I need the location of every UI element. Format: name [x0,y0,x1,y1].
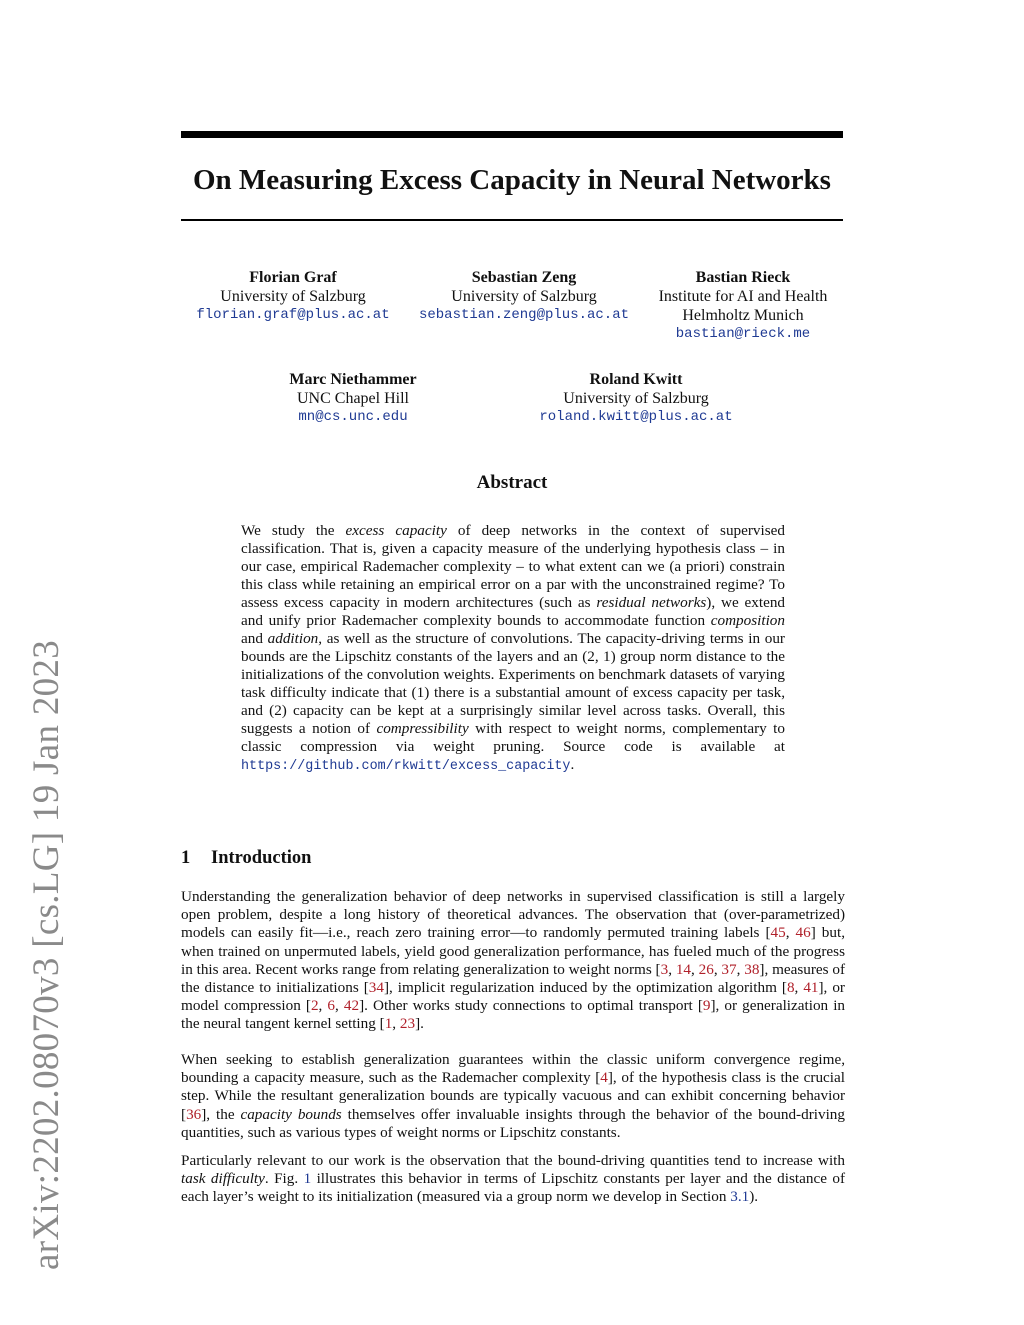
author-block [640,268,846,344]
citation-link[interactable]: 6 [327,997,335,1015]
author-block [526,370,746,427]
author-name: Sebastian Zeng [471,269,577,286]
intro-paragraph-3: Particularly relevant to our work is the observation that the bound-driving quantities tend to increase with task difficulty. Fig. 1 illustrates this behavior in terms of Lipschitz constants per layer and the distance of each layer’s weight to its initialization (measured via a group norm we develop in Section 3.1). [181,1152,845,1206]
author-name: Marc Niethammer [289,371,417,388]
section-number: 1 [181,848,191,868]
section-title: Introduction [211,848,312,868]
author-name: Roland Kwitt [589,371,683,388]
citation-link[interactable]: 37 [721,960,737,978]
section-reference-link[interactable]: 3.1 [730,1188,750,1206]
author-email[interactable]: florian.graf@plus.ac.at [196,307,390,323]
citation-link[interactable]: 45 [770,924,786,942]
source-code-link[interactable]: https://github.com/rkwitt/excess_capacity [241,759,571,774]
citation-link[interactable]: 46 [795,924,811,942]
author-block [253,370,453,427]
citation-link[interactable]: 2 [310,997,319,1015]
paper-title: On Measuring Excess Capacity in Neural Networks [193,164,831,196]
author-email[interactable]: bastian@rieck.me [675,326,811,342]
author-affiliation: UNC Chapel Hill [297,390,409,407]
citation-link[interactable]: 23 [399,1015,416,1033]
author-email[interactable]: sebastian.zeng@plus.ac.at [418,307,630,323]
citation-link[interactable]: 42 [343,997,360,1015]
author-affiliation: Helmholtz Munich [682,307,804,324]
author-block [187,268,399,325]
citation-link[interactable]: 34 [368,979,384,997]
citation-link[interactable]: 36 [186,1105,202,1123]
figure-reference-link[interactable]: 1 [303,1170,312,1188]
author-block [408,268,640,325]
author-affiliation: University of Salzburg [563,390,709,407]
citation-link[interactable]: 1 [384,1015,393,1033]
citation-link[interactable]: 14 [675,960,692,978]
title-bottom-rule [181,219,843,221]
abstract-heading: Abstract [476,472,548,493]
intro-paragraph-2: When seeking to establish generalization guarantees within the classic uniform convergence regime, bounding a capacity measure, such as the Rademacher complexity [4], of the hypothesis class is the crucial step. While the resultant generalization bounds are typically vacuous and can exhibit concerning behavior [36], the capacity bounds themselves offer invaluable insights through the behavior of the bound-driving quantities, such as various types of weight norms or Lipschitz constants. [181,1051,845,1141]
author-affiliation: University of Salzburg [220,288,366,305]
citation-link[interactable]: 8 [786,979,795,997]
citation-link[interactable]: 26 [698,960,714,978]
abstract-text: We study the excess capacity of deep networks in the context of supervised classification. That is, given a capacity measure of the underlying hypothesis class – in our case, empirical Rademacher complexity – to what extent can we (a priori) constrain this class while retaining an empirical error on a par with the unconstrained regime? To assess excess capacity in modern architectures (such as residual networks), we extend and unify prior Rademacher complexity bounds to accommodate function composition and addition, as well as the structure of convolutions. The capacity-driving terms in our bounds are the Lipschitz constants of the layers and an (2, 1) group norm distance to the initializations of the convolution weights. Experiments on benchmark datasets of varying task difficulty indicate that (1) there is a substantial amount of excess capacity per task, and (2) capacity can be kept at a surprisingly similar level across tasks. Overall, this suggests a notion of compressibility with respect to weight norms, complementary to classic compression via weight pruning. Source code is available at https://github.com/rkwitt/excess_capacity. [241,522,786,774]
citation-link[interactable]: 41 [803,979,819,997]
author-affiliation: Institute for AI and Health [658,288,828,305]
citation-link[interactable]: 9 [702,997,711,1015]
author-name: Florian Graf [249,269,337,286]
citation-link[interactable]: 4 [600,1069,608,1087]
title-top-rule [181,131,843,138]
author-affiliation: University of Salzburg [451,288,597,305]
intro-paragraph-1: Understanding the generalization behavior of deep networks in supervised classification is still a largely open problem, despite a long history of theoretical advances. The observation that (over-parametrized) models can easily fit—i.e., reach zero training error—to randomly permuted training labels [45, 46] but, when trained on unpermuted labels, yield good generalization performance, has fueled much of the progress in this area. Recent works range from relating generalization to weight norms [3, 14, 26, 37, 38], measures of the distance to initializations [34], implicit regularization induced by the optimization algorithm [8, 41], or model compression [2, 6, 42]. Other works study connections to optimal transport [9], or generalization in the neural tangent kernel setting [1, 23]. [181,888,846,1033]
author-email[interactable]: mn@cs.unc.edu [298,409,408,425]
citation-link[interactable]: 38 [744,960,760,978]
arxiv-identifier: arXiv:2202.08070v3 [cs.LG] 19 Jan 2023 [26,639,67,1270]
author-name: Bastian Rieck [695,269,791,286]
citation-link[interactable]: 3 [660,960,669,978]
author-email[interactable]: roland.kwitt@plus.ac.at [539,409,733,425]
section-heading [181,848,311,869]
